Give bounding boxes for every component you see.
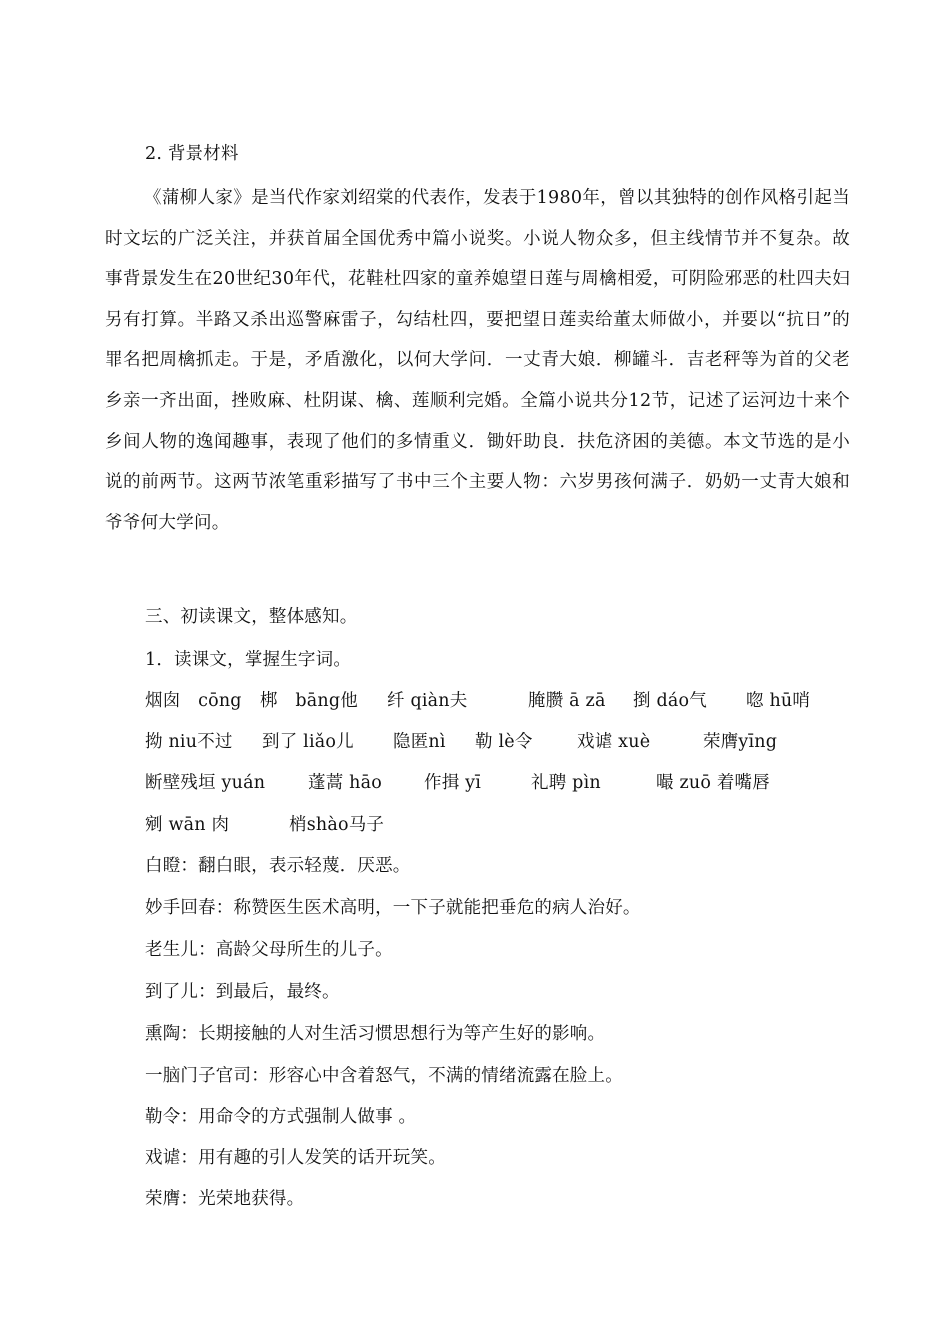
vocab-row [0, 810, 950, 840]
vocab-item: 梆 bāng他 [260, 691, 359, 711]
vocab-row [0, 686, 950, 716]
vocab-item: 烟囱 cōng [145, 691, 242, 711]
vocab-item: 隐匿nì [393, 732, 446, 752]
definition-item: 戏谑：用有趣的引人发笑的话开玩笑。 [145, 1148, 446, 1168]
vocab-item: 剜 wān 肉 [145, 815, 230, 835]
vocab-item: 纤 qiàn夫 [387, 691, 468, 711]
definition-item: 荣膺：光荣地获得。 [145, 1189, 305, 1209]
vocab-item: 嘬 zuō 着嘴唇 [656, 773, 770, 793]
definition-item: 妙手回春：称赞医生医术高明，一下子就能把垂危的病人治好。 [145, 898, 641, 918]
vocab-item: 唿 hū哨 [746, 691, 811, 711]
vocab-item: 礼聘 pìn [531, 773, 601, 793]
part-three-heading: 三、初读课文，整体感知。 [145, 607, 358, 627]
vocab-item: 作揖 yī [424, 773, 482, 793]
vocab-item: 蓬蒿 hāo [308, 773, 383, 793]
background-paragraph: 《蒲柳人家》是当代作家刘绍棠的代表作，发表于1980年，曾以其独特的创作风格引起当时文坛的广泛关注，并获首届全国优秀中篇小说奖。小说人物众多，但主线情节并不复杂。故事背景发生在20世纪30年代，花鞋杜四家的童养媳望日莲与周檎相爱，可阴险邪恶的杜四夫妇另有打算。半路又杀出巡警麻雷子，勾结杜四，要把望日莲卖给董太师做小，并要以“抗日”的罪名把周檎抓走。于是，矛盾激化，以何大学问．一丈青大娘．柳罐斗．吉老秤等为首的父老乡亲一齐出面，挫败麻、杜阴谋、檎、莲顺利完婚。全篇小说共分12节，记述了运河边十来个乡间人物的逸闻趣事，表现了他们的多情重义．锄奸助良．扶危济困的美德。本文节选的是小说的前两节。这两节浓笔重彩描写了书中三个主要人物：六岁男孩何满子．奶奶一丈青大娘和爷爷何大学问。 [105, 188, 850, 533]
vocab-item: 到了 liǎo儿 [262, 732, 354, 752]
vocab-item: 梢shào马子 [289, 815, 385, 835]
definition-item: 到了儿：到最后，最终。 [145, 982, 340, 1002]
vocab-item: 拗 niu不过 [145, 732, 233, 752]
definition-item: 白瞪：翻白眼，表示轻蔑．厌恶。 [145, 856, 411, 876]
definition-item: 熏陶：长期接触的人对生活习惯思想行为等产生好的影响。 [145, 1024, 606, 1044]
vocab-item: 捯 dáo气 [633, 691, 707, 711]
vocab-row [0, 768, 950, 798]
vocab-item: 断壁残垣 yuán [145, 773, 266, 793]
definition-item: 一脑门子官司：形容心中含着怒气，不满的情绪流露在脸上。 [145, 1066, 623, 1086]
task-one-heading: 1．读课文，掌握生字词。 [145, 650, 352, 670]
definition-item: 勒令：用命令的方式强制人做事 。 [145, 1107, 417, 1127]
vocab-item: 荣膺yīng [703, 732, 778, 752]
vocab-item: 腌臜 ā zā [528, 691, 606, 711]
vocab-item: 戏谑 xuè [577, 732, 651, 752]
vocab-row [0, 727, 950, 757]
section-heading: 2. 背景材料 [145, 144, 239, 164]
vocab-item: 勒 lè令 [475, 732, 533, 752]
definition-item: 老生儿：高龄父母所生的儿子。 [145, 940, 393, 960]
